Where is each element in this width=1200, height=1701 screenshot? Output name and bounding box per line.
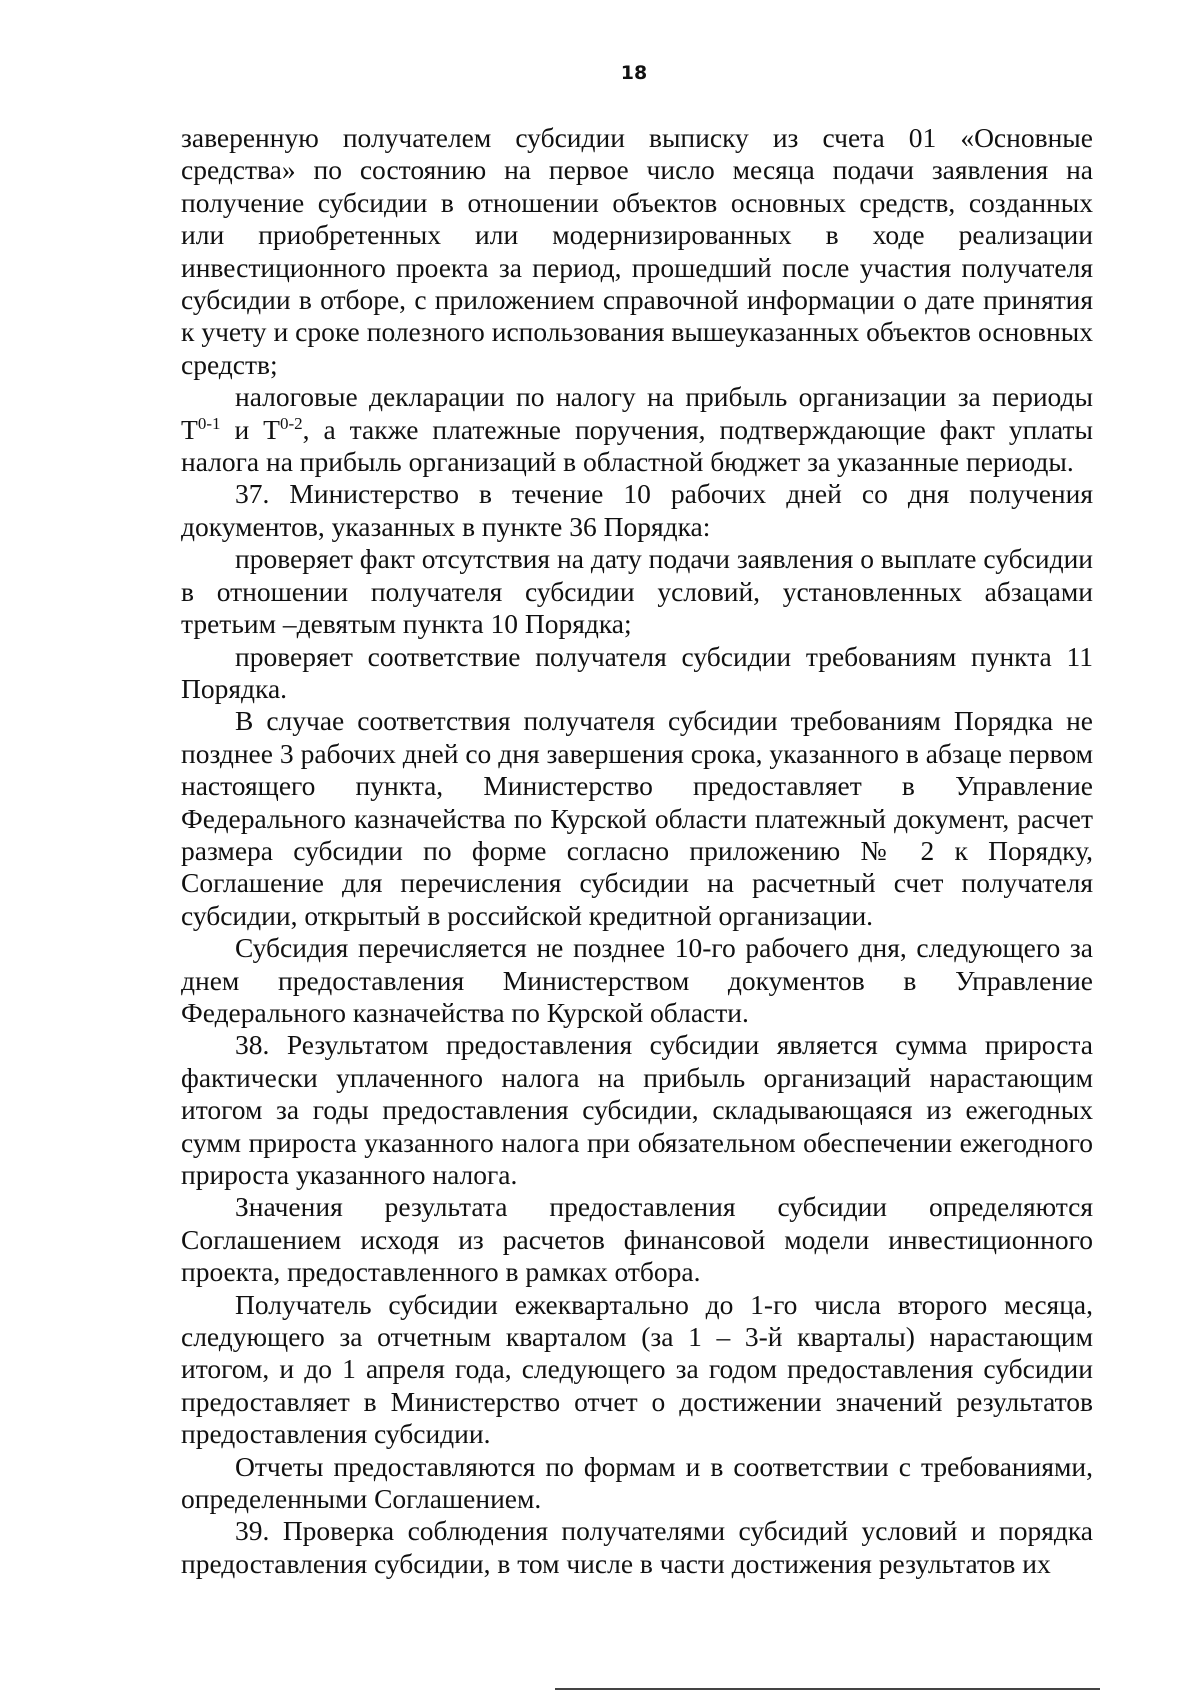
paragraph-clause-39: 39. Проверка соблюдения получателями субсидий условий и порядка предоставления субсидии, в том числе в части достижения результатов их — [181, 1515, 1093, 1579]
page-number: 18 — [620, 62, 648, 84]
document-body — [181, 122, 1093, 1580]
paragraph-statement-extract: заверенную получателем субсидии выписку из счета 01 «Основные средства» по состоянию на первое число месяца подачи заявления на получение субсидии в отношении объектов основных средств, созданных или приобретенных или модернизированных в ходе реализации инвестиционного проекта за период, прошедший после участия получателя субсидии в отборе, с приложением справочной информации о дате принятия к учету и сроке полезного использования вышеуказанных объектов основных средств; — [181, 122, 1093, 380]
paragraph-subsidy-transfer: Субсидия перечисляется не позднее 10-го рабочего дня, следующего за днем предоставления Министерством документов в Управление Федерального казначейства по Курской области. — [181, 932, 1093, 1028]
page-bottom-rule — [555, 1688, 1100, 1690]
paragraph-quarterly-report: Получатель субсидии ежеквартально до 1-го числа второго месяца, следующего за отчетным кварталом (за 1 – 3-й кварталы) нарастающим итогом, и до 1 апреля года, следующего за годом предоставления субсидии предоставляет в Министерство отчет о достижении значений результатов предоставления субсидии. — [181, 1288, 1093, 1450]
period-superscript: 0-1 — [197, 413, 221, 433]
paragraph-report-forms: Отчеты предоставляются по формам и в соответствии с требованиями, определенными Соглашением. — [181, 1450, 1093, 1515]
paragraph-tax-declarations — [181, 381, 1093, 478]
paragraph-check-conditions: проверяет факт отсутствия на дату подачи заявления о выплате субсидии в отношении получателя субсидии условий, установленных абзацами третьим –девятым пункта 10 Порядка; — [181, 543, 1093, 640]
period-superscript: 0-2 — [279, 413, 303, 433]
paragraph-result-values: Значения результата предоставления субсидии определяются Соглашением исходя из расчетов финансовой модели инвестиционного проекта, предоставленного в рамках отбора. — [181, 1191, 1093, 1288]
paragraph-text-fragment: и Т — [220, 413, 280, 445]
paragraph-text-fragment: , а также платежные поручения, подтверждающие факт уплаты налога на прибыль организаций в областной бюджет за указанные периоды. — [181, 413, 1094, 478]
paragraph-clause-37: 37. Министерство в течение 10 рабочих дней со дня получения документов, указанных в пункте 36 Порядка: — [181, 478, 1093, 542]
paragraph-ministry-submits: В случае соответствия получателя субсидии требованиям Порядка не позднее 3 рабочих дней со дня завершения срока, указанного в абзаце первом настоящего пункта, Министерство предоставляет в Управление Федерального казначейства по Курской области платежный документ, расчет размера субсидии по форме согласно приложению № 2 к Порядку, Соглашение для перечисления субсидии на расчетный счет получателя субсидии, открытый в российской кредитной организации. — [181, 705, 1093, 931]
paragraph-text-fragment: налоговые декларации по налогу на прибыль организации за периоды Т — [181, 381, 1093, 445]
paragraph-check-requirements: проверяет соответствие получателя субсидии требованиям пункта 11 Порядка. — [181, 640, 1093, 704]
paragraph-clause-38: 38. Результатом предоставления субсидии является сумма прироста фактически уплаченного налога на прибыль организаций нарастающим итогом за годы предоставления субсидии, складывающаяся из ежегодных сумм прироста указанного налога при обязательном обеспечении ежегодного прироста указанного налога. — [181, 1029, 1093, 1190]
